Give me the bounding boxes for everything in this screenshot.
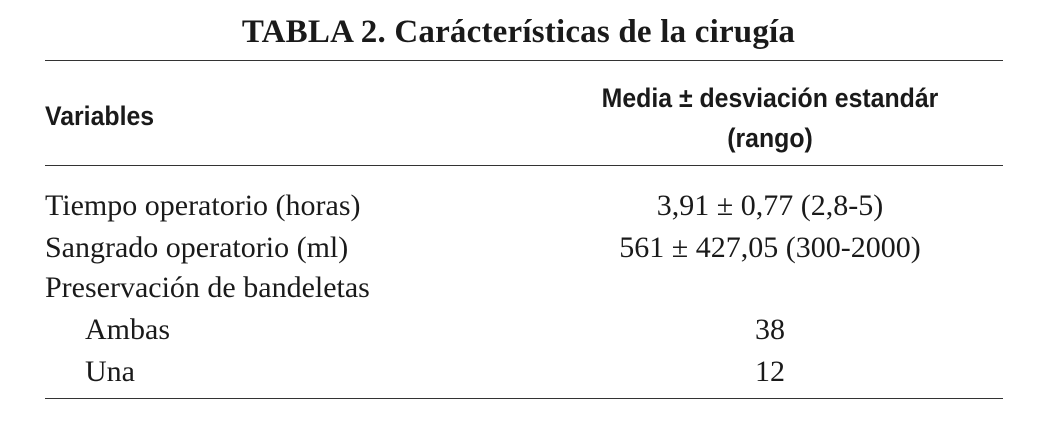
bottom-rule [45, 398, 1003, 399]
row-label-preservacion-bandeletas: Preservación de bandeletas [45, 271, 370, 304]
column-header-value-line2: (rango) [727, 123, 813, 153]
row-value-una: 12 [755, 355, 785, 388]
row-label-sangrado-operatorio: Sangrado operatorio (ml) [45, 231, 349, 264]
table-title: TABLA 2. Carácterísticas de la cirugía [241, 14, 796, 50]
row-value-tiempo-operatorio: 3,91 ± 0,77 (2,8-5) [656, 189, 884, 222]
column-header-value [558, 78, 981, 158]
column-header-variables: Variables [45, 101, 155, 131]
row-label-ambas: Ambas [85, 313, 170, 346]
row-label-tiempo-operatorio: Tiempo operatorio (horas) [45, 189, 361, 222]
row-value-ambas: 38 [755, 313, 785, 346]
column-header-value-line1: Media ± desviación estandár [601, 83, 939, 113]
row-label-una: Una [85, 355, 135, 388]
top-rule [45, 60, 1003, 61]
row-value-sangrado-operatorio: 561 ± 427,05 (300-2000) [619, 231, 921, 264]
header-rule [45, 165, 1003, 166]
